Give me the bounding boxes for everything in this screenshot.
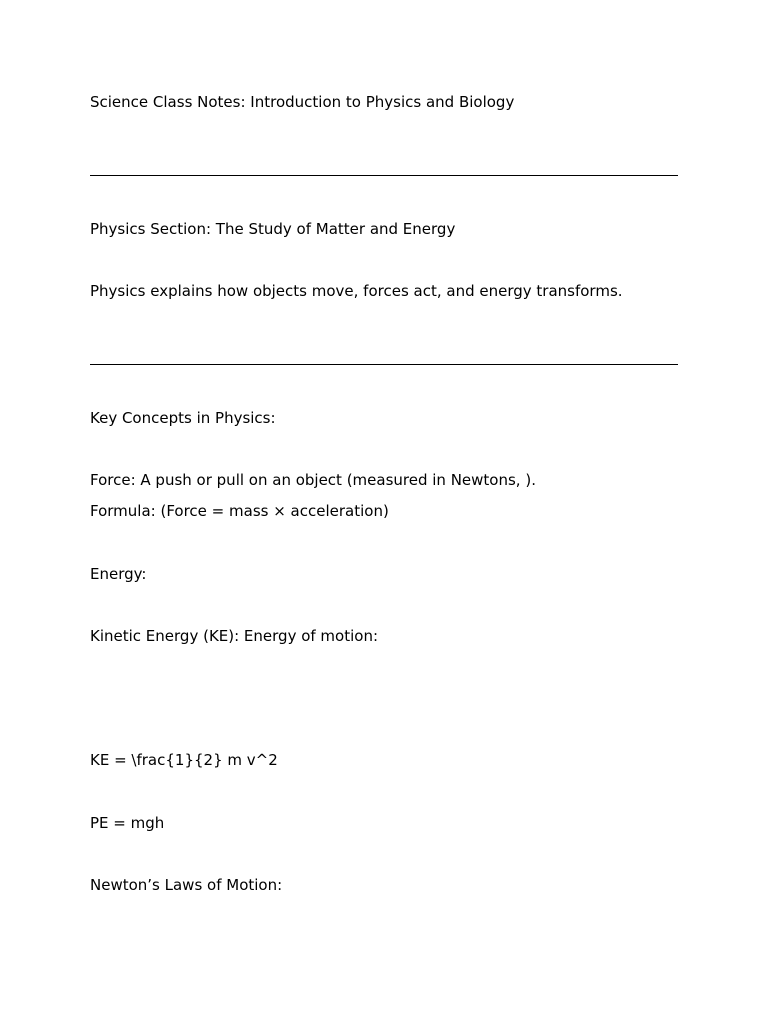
horizontal-divider [90,175,678,176]
energy-heading: Energy: [90,565,147,583]
document-title: Science Class Notes: Introduction to Physics and Biology [90,93,515,111]
physics-intro-paragraph: Physics explains how objects move, forces act, and energy transforms. [90,282,623,300]
key-concepts-heading: Key Concepts in Physics: [90,409,276,427]
kinetic-energy-definition: Kinetic Energy (KE): Energy of motion: [90,627,379,645]
potential-energy-formula: PE = mgh [90,814,165,832]
horizontal-divider [90,364,678,365]
kinetic-energy-formula: KE = \frac{1}{2} m v^2 [90,751,278,769]
newtons-laws-heading: Newton’s Laws of Motion: [90,876,283,894]
force-definition: Force: A push or pull on an object (measured in Newtons, ). [90,471,536,489]
force-formula: Formula: (Force = mass × acceleration) [90,502,389,520]
physics-section-heading: Physics Section: The Study of Matter and Energy [90,220,456,238]
